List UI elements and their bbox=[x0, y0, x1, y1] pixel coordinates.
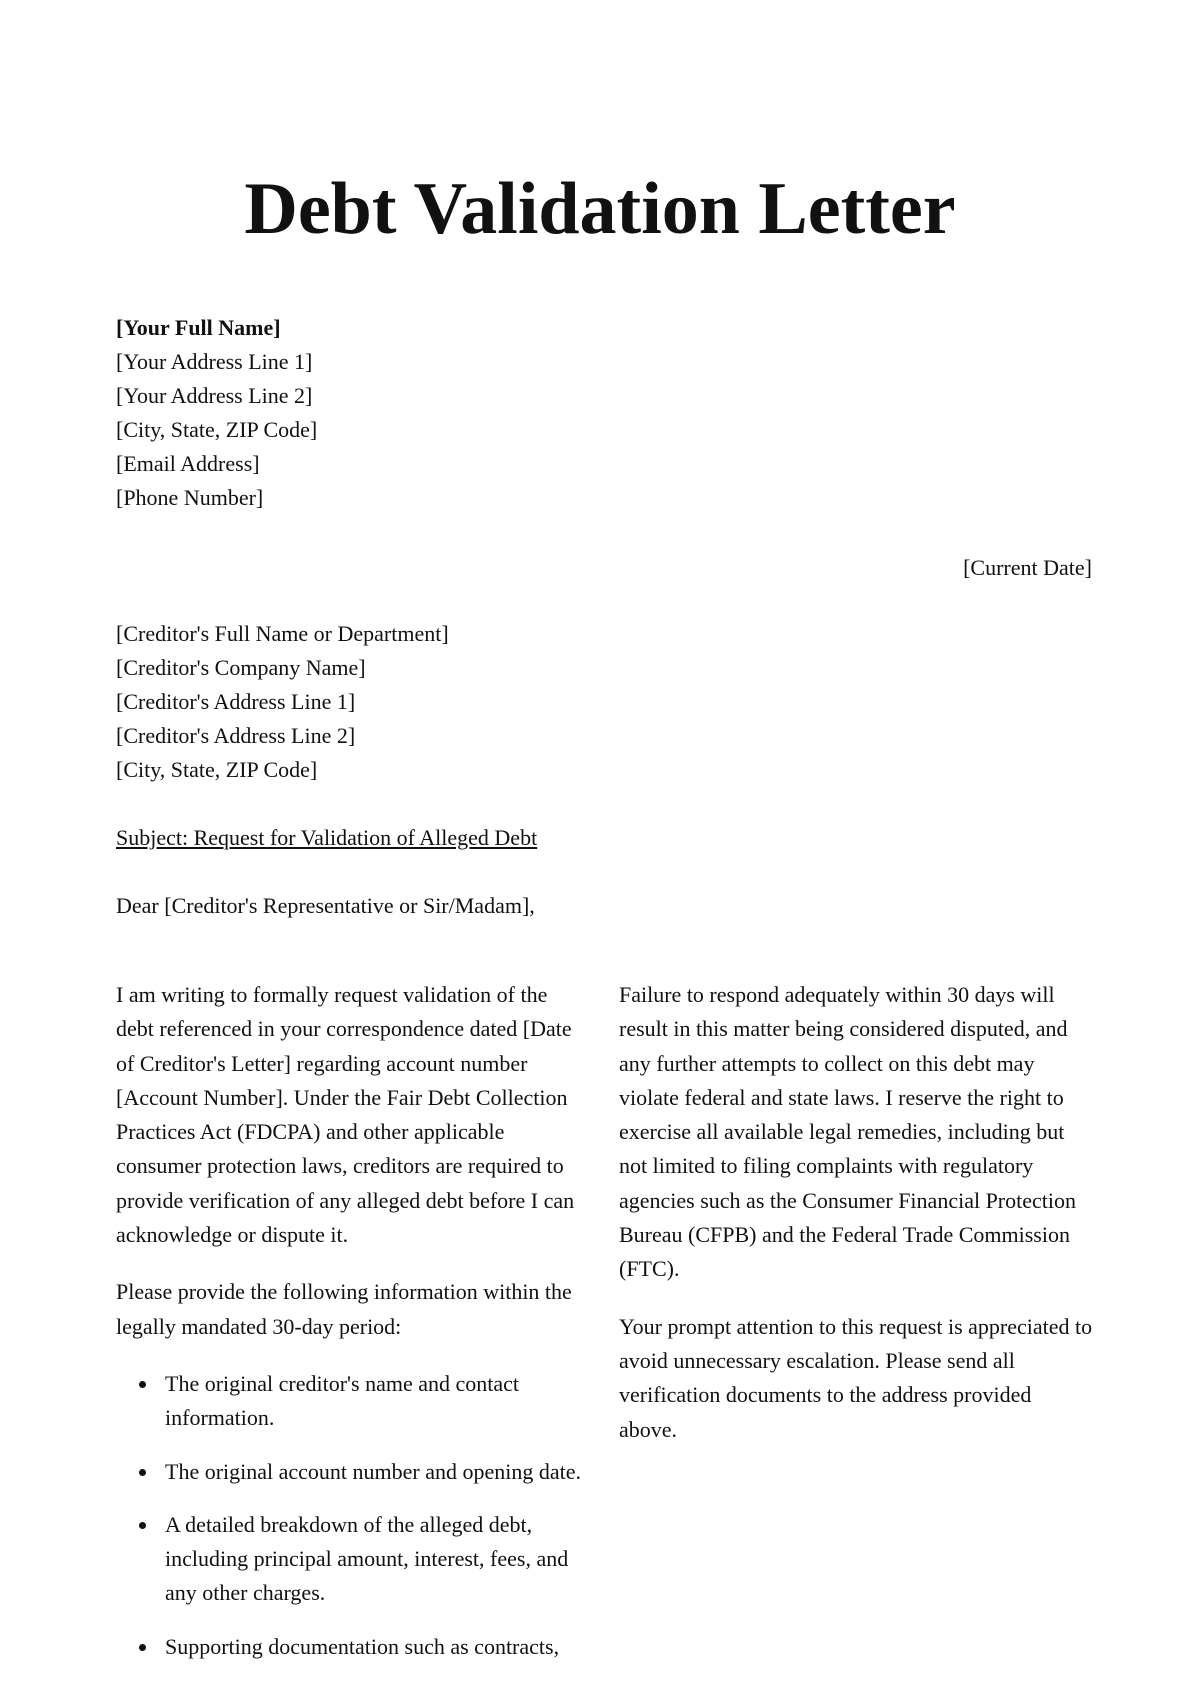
recipient-name: [Creditor's Full Name or Department] bbox=[116, 621, 449, 646]
body-paragraph-1: I am writing to formally request validation of the debt referenced in your correspondence dated [Date of Creditor's Letter] regarding account number [Account Number]. Under the Fair Debt Collection Practices Act (FDCPA) and other applicable consumer protection laws, creditors are required to provide verification of any alleged debt before I can acknowledge or dispute it. bbox=[116, 982, 575, 1248]
sender-address-line-1: [Your Address Line 1] bbox=[116, 349, 313, 374]
recipient-block bbox=[116, 617, 449, 787]
recipient-company: [Creditor's Company Name] bbox=[116, 655, 366, 680]
body-column-right bbox=[619, 978, 1094, 1470]
bullet-icon bbox=[139, 1522, 146, 1529]
body-paragraph-2: Please provide the following information within the legally mandated 30-day period: bbox=[116, 1279, 572, 1339]
recipient-address-line-2: [Creditor's Address Line 2] bbox=[116, 723, 356, 748]
bullet-icon bbox=[139, 1469, 146, 1476]
letter-salutation: Dear [Creditor's Representative or Sir/Madam], bbox=[116, 893, 535, 918]
letter-subject: Subject: Request for Validation of Alleged Debt bbox=[116, 825, 538, 850]
sender-name: [Your Full Name] bbox=[116, 315, 281, 340]
list-item bbox=[165, 1367, 590, 1436]
list-item bbox=[165, 1508, 590, 1611]
request-list bbox=[116, 1367, 590, 1664]
sender-address-line-2: [Your Address Line 2] bbox=[116, 383, 313, 408]
sender-block bbox=[116, 311, 317, 515]
list-item-text: The original creditor's name and contact information. bbox=[165, 1370, 519, 1431]
letter-title: Debt Validation Letter bbox=[244, 168, 956, 250]
list-item-text: Supporting documentation such as contracts, bbox=[165, 1633, 560, 1659]
recipient-address-line-1: [Creditor's Address Line 1] bbox=[116, 689, 356, 714]
body-paragraph-3: Failure to respond adequately within 30 days will result in this matter being considered disputed, and any further attempts to collect on this debt may violate federal and state laws. I reserve the right to exercise all available legal remedies, including but not limited to filing complaints with regulatory agencies such as the Consumer Financial Protection Bureau (CFPB) and the Federal Trade Commission (FTC). bbox=[619, 982, 1076, 1282]
list-item-text: A detailed breakdown of the alleged debt, including principal amount, interest, fees, and any other charges. bbox=[165, 1511, 569, 1606]
list-item bbox=[165, 1630, 590, 1664]
list-item-text: The original account number and opening date. bbox=[165, 1458, 582, 1484]
bullet-icon bbox=[139, 1644, 146, 1651]
sender-city-state-zip: [City, State, ZIP Code] bbox=[116, 417, 318, 442]
sender-phone: [Phone Number] bbox=[116, 485, 264, 510]
body-paragraph-4: Your prompt attention to this request is appreciated to avoid unnecessary escalation. Please send all verification documents to the address provided above. bbox=[619, 1313, 1093, 1442]
bullet-icon bbox=[139, 1381, 146, 1388]
sender-email: [Email Address] bbox=[116, 451, 260, 476]
body-column-left bbox=[116, 978, 590, 1683]
list-item bbox=[165, 1455, 590, 1489]
letter-date: [Current Date] bbox=[963, 555, 1092, 580]
recipient-city-state-zip: [City, State, ZIP Code] bbox=[116, 757, 318, 782]
